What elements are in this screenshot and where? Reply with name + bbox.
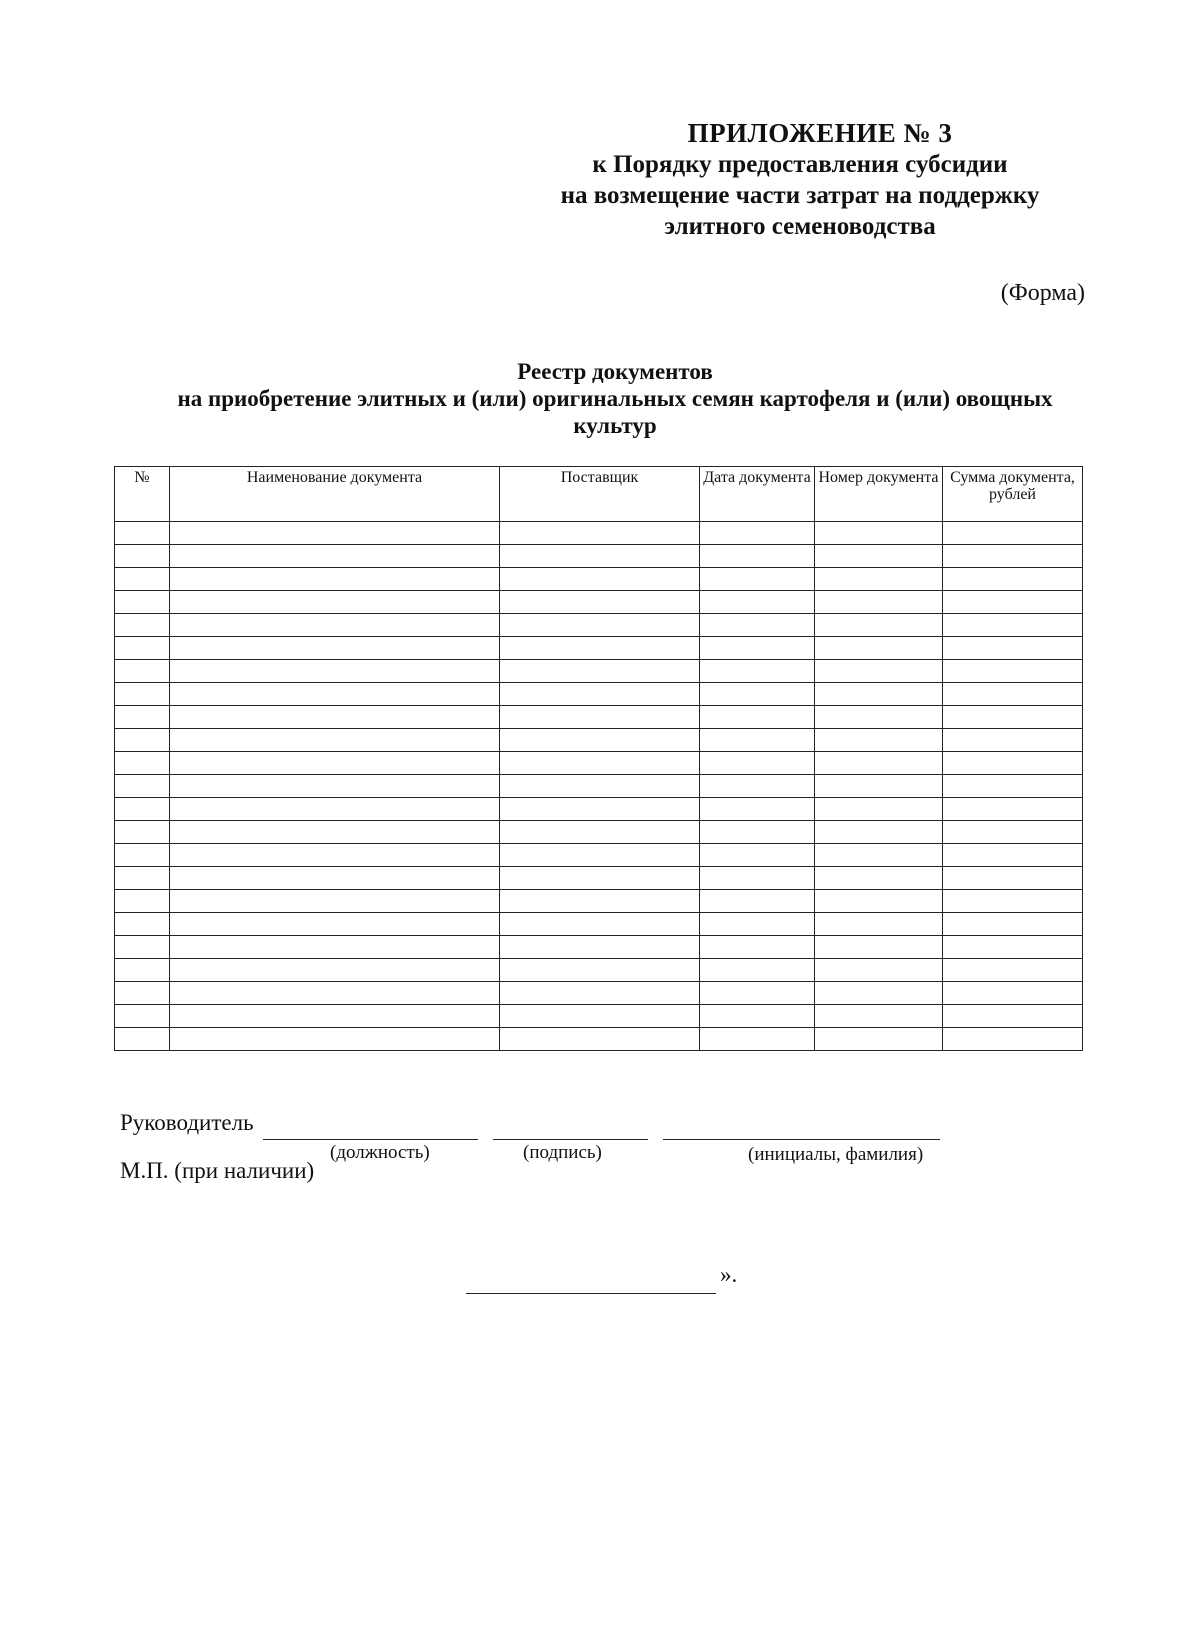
table-row xyxy=(115,1005,1083,1028)
table-cell[interactable] xyxy=(815,867,943,890)
table-cell[interactable] xyxy=(943,844,1083,867)
table-cell[interactable] xyxy=(700,752,815,775)
table-cell[interactable] xyxy=(500,775,700,798)
table-cell[interactable] xyxy=(115,706,170,729)
table-row xyxy=(115,729,1083,752)
col-document-number-header: Номер документа xyxy=(815,467,943,522)
table-cell[interactable] xyxy=(115,959,170,982)
table-cell[interactable] xyxy=(115,683,170,706)
table-cell[interactable] xyxy=(500,752,700,775)
table-cell[interactable] xyxy=(115,729,170,752)
table-cell[interactable] xyxy=(700,614,815,637)
table-row xyxy=(115,844,1083,867)
table-cell[interactable] xyxy=(943,706,1083,729)
form-label: (Форма) xyxy=(1000,280,1085,306)
table-cell[interactable] xyxy=(943,1028,1083,1051)
appendix-line-2: на возмещение части затрат на поддержку xyxy=(560,182,1040,209)
table-cell[interactable] xyxy=(115,752,170,775)
table-cell[interactable] xyxy=(115,982,170,1005)
table-row xyxy=(115,637,1083,660)
table-cell[interactable] xyxy=(500,936,700,959)
appendix-header xyxy=(520,118,1080,242)
table-cell[interactable] xyxy=(815,775,943,798)
table-cell[interactable] xyxy=(943,867,1083,890)
table-row xyxy=(115,522,1083,545)
stamp-label: М.П. (при наличии) xyxy=(120,1158,315,1183)
table-cell[interactable] xyxy=(943,660,1083,683)
table-cell[interactable] xyxy=(700,775,815,798)
table-cell[interactable] xyxy=(700,683,815,706)
table-cell[interactable] xyxy=(170,1005,500,1028)
table-row xyxy=(115,821,1083,844)
closing-line xyxy=(466,1293,716,1294)
table-cell[interactable] xyxy=(500,798,700,821)
table-cell[interactable] xyxy=(700,1005,815,1028)
table-cell[interactable] xyxy=(170,752,500,775)
table-row xyxy=(115,706,1083,729)
table-cell[interactable] xyxy=(500,637,700,660)
table-cell[interactable] xyxy=(943,821,1083,844)
table-cell[interactable] xyxy=(815,545,943,568)
table-cell[interactable] xyxy=(943,522,1083,545)
table-cell[interactable] xyxy=(170,522,500,545)
signature-caption: (подпись) xyxy=(523,1142,602,1163)
table-cell[interactable] xyxy=(170,683,500,706)
table-cell[interactable] xyxy=(943,936,1083,959)
table-cell[interactable] xyxy=(170,959,500,982)
head-signature-label: Руководитель xyxy=(120,1110,254,1135)
table-row xyxy=(115,867,1083,890)
name-line[interactable] xyxy=(663,1139,940,1140)
table-row xyxy=(115,1028,1083,1051)
table-cell[interactable] xyxy=(815,683,943,706)
table-cell[interactable] xyxy=(815,821,943,844)
table-cell[interactable] xyxy=(115,637,170,660)
table-cell[interactable] xyxy=(115,522,170,545)
table-cell[interactable] xyxy=(500,591,700,614)
table-cell[interactable] xyxy=(170,775,500,798)
table-cell[interactable] xyxy=(500,683,700,706)
table-row xyxy=(115,890,1083,913)
table-cell[interactable] xyxy=(115,545,170,568)
table-cell[interactable] xyxy=(700,959,815,982)
closing-quote: ». xyxy=(720,1262,738,1287)
table-cell[interactable] xyxy=(943,614,1083,637)
table-cell[interactable] xyxy=(500,522,700,545)
table-cell[interactable] xyxy=(700,706,815,729)
table-row xyxy=(115,614,1083,637)
col-document-date-header: Дата документа xyxy=(700,467,815,522)
table-cell[interactable] xyxy=(170,798,500,821)
appendix-line-1: к Порядку предоставления субсидии xyxy=(592,151,1008,178)
table-cell[interactable] xyxy=(500,568,700,591)
table-cell[interactable] xyxy=(943,890,1083,913)
registry-title-line-2: на приобретение элитных и (или) оригинальных семян картофеля и (или) овощных xyxy=(177,386,1053,411)
table-row xyxy=(115,913,1083,936)
registry-title xyxy=(140,358,1090,439)
table-cell[interactable] xyxy=(815,913,943,936)
table-cell[interactable] xyxy=(815,1005,943,1028)
table-cell[interactable] xyxy=(943,591,1083,614)
table-row xyxy=(115,660,1083,683)
table-cell[interactable] xyxy=(500,1005,700,1028)
table-cell[interactable] xyxy=(943,729,1083,752)
col-document-name-header: Наименование документа xyxy=(170,467,500,522)
col-document-sum-header: Сумма документа, рублей xyxy=(943,467,1083,522)
table-cell[interactable] xyxy=(815,890,943,913)
table-cell[interactable] xyxy=(170,1028,500,1051)
table-cell[interactable] xyxy=(815,959,943,982)
table-cell[interactable] xyxy=(170,913,500,936)
table-cell[interactable] xyxy=(700,1028,815,1051)
table-header-row xyxy=(115,467,1083,522)
table-cell[interactable] xyxy=(115,1028,170,1051)
table-cell[interactable] xyxy=(700,982,815,1005)
table-row xyxy=(115,959,1083,982)
table-cell[interactable] xyxy=(700,890,815,913)
table-cell[interactable] xyxy=(170,637,500,660)
table-row xyxy=(115,683,1083,706)
table-cell[interactable] xyxy=(115,614,170,637)
table-cell[interactable] xyxy=(170,844,500,867)
table-cell[interactable] xyxy=(170,821,500,844)
table-cell[interactable] xyxy=(943,568,1083,591)
table-cell[interactable] xyxy=(700,660,815,683)
table-cell[interactable] xyxy=(943,959,1083,982)
registry-body xyxy=(115,522,1083,1051)
table-cell[interactable] xyxy=(943,982,1083,1005)
table-cell[interactable] xyxy=(815,982,943,1005)
table-cell[interactable] xyxy=(815,936,943,959)
table-row xyxy=(115,591,1083,614)
table-cell[interactable] xyxy=(170,545,500,568)
table-cell[interactable] xyxy=(815,568,943,591)
appendix-line-3: элитного семеноводства xyxy=(664,213,936,240)
table-cell[interactable] xyxy=(815,729,943,752)
table-cell[interactable] xyxy=(815,614,943,637)
table-cell[interactable] xyxy=(500,1028,700,1051)
table-cell[interactable] xyxy=(700,568,815,591)
table-cell[interactable] xyxy=(943,798,1083,821)
table-cell[interactable] xyxy=(115,660,170,683)
table-cell[interactable] xyxy=(115,775,170,798)
table-cell[interactable] xyxy=(700,522,815,545)
table-cell[interactable] xyxy=(500,545,700,568)
table-cell[interactable] xyxy=(815,752,943,775)
table-cell[interactable] xyxy=(170,867,500,890)
table-cell[interactable] xyxy=(700,591,815,614)
table-cell[interactable] xyxy=(943,752,1083,775)
table-cell[interactable] xyxy=(700,913,815,936)
table-cell[interactable] xyxy=(500,982,700,1005)
position-line[interactable] xyxy=(263,1139,478,1140)
table-cell[interactable] xyxy=(700,637,815,660)
table-cell[interactable] xyxy=(700,844,815,867)
table-cell[interactable] xyxy=(700,867,815,890)
table-cell[interactable] xyxy=(943,637,1083,660)
table-cell[interactable] xyxy=(815,706,943,729)
table-cell[interactable] xyxy=(115,867,170,890)
registry-table xyxy=(114,466,1083,1051)
table-cell[interactable] xyxy=(500,890,700,913)
table-cell[interactable] xyxy=(115,568,170,591)
table-cell[interactable] xyxy=(170,591,500,614)
signature-line[interactable] xyxy=(493,1139,648,1140)
table-cell[interactable] xyxy=(500,821,700,844)
table-cell[interactable] xyxy=(500,729,700,752)
table-row xyxy=(115,568,1083,591)
table-cell[interactable] xyxy=(115,844,170,867)
table-cell[interactable] xyxy=(815,660,943,683)
table-cell[interactable] xyxy=(815,591,943,614)
table-row xyxy=(115,545,1083,568)
table-cell[interactable] xyxy=(700,821,815,844)
table-row xyxy=(115,752,1083,775)
table-cell[interactable] xyxy=(700,936,815,959)
table-cell[interactable] xyxy=(115,798,170,821)
table-cell[interactable] xyxy=(500,844,700,867)
table-cell[interactable] xyxy=(115,913,170,936)
table-cell[interactable] xyxy=(115,1005,170,1028)
table-cell[interactable] xyxy=(815,637,943,660)
table-cell[interactable] xyxy=(170,936,500,959)
table-cell[interactable] xyxy=(500,959,700,982)
table-cell[interactable] xyxy=(170,982,500,1005)
table-cell[interactable] xyxy=(815,1028,943,1051)
table-cell[interactable] xyxy=(115,936,170,959)
table-row xyxy=(115,775,1083,798)
table-cell[interactable] xyxy=(500,706,700,729)
table-cell[interactable] xyxy=(170,568,500,591)
appendix-title: ПРИЛОЖЕНИЕ № 3 xyxy=(687,118,953,148)
table-cell[interactable] xyxy=(815,844,943,867)
table-cell[interactable] xyxy=(170,890,500,913)
table-cell[interactable] xyxy=(700,545,815,568)
table-cell[interactable] xyxy=(815,522,943,545)
table-cell[interactable] xyxy=(700,729,815,752)
registry-title-line-1: Реестр документов xyxy=(517,359,713,384)
table-cell[interactable] xyxy=(943,545,1083,568)
table-cell[interactable] xyxy=(500,913,700,936)
table-cell[interactable] xyxy=(943,913,1083,936)
table-cell[interactable] xyxy=(170,706,500,729)
table-cell[interactable] xyxy=(170,614,500,637)
table-row xyxy=(115,798,1083,821)
table-row xyxy=(115,982,1083,1005)
registry-title-line-3: культур xyxy=(573,413,657,438)
table-cell[interactable] xyxy=(700,798,815,821)
name-caption: (инициалы, фамилия) xyxy=(748,1144,924,1165)
table-cell[interactable] xyxy=(500,614,700,637)
table-cell[interactable] xyxy=(500,867,700,890)
table-cell[interactable] xyxy=(943,1005,1083,1028)
position-caption: (должность) xyxy=(330,1142,430,1163)
table-cell[interactable] xyxy=(815,798,943,821)
col-supplier-header: Поставщик xyxy=(500,467,700,522)
col-number-header: № xyxy=(115,467,170,522)
table-cell[interactable] xyxy=(500,660,700,683)
table-cell[interactable] xyxy=(943,775,1083,798)
table-cell[interactable] xyxy=(115,821,170,844)
table-row xyxy=(115,936,1083,959)
table-cell[interactable] xyxy=(943,683,1083,706)
table-cell[interactable] xyxy=(115,890,170,913)
table-cell[interactable] xyxy=(170,660,500,683)
table-cell[interactable] xyxy=(170,729,500,752)
table-cell[interactable] xyxy=(115,591,170,614)
